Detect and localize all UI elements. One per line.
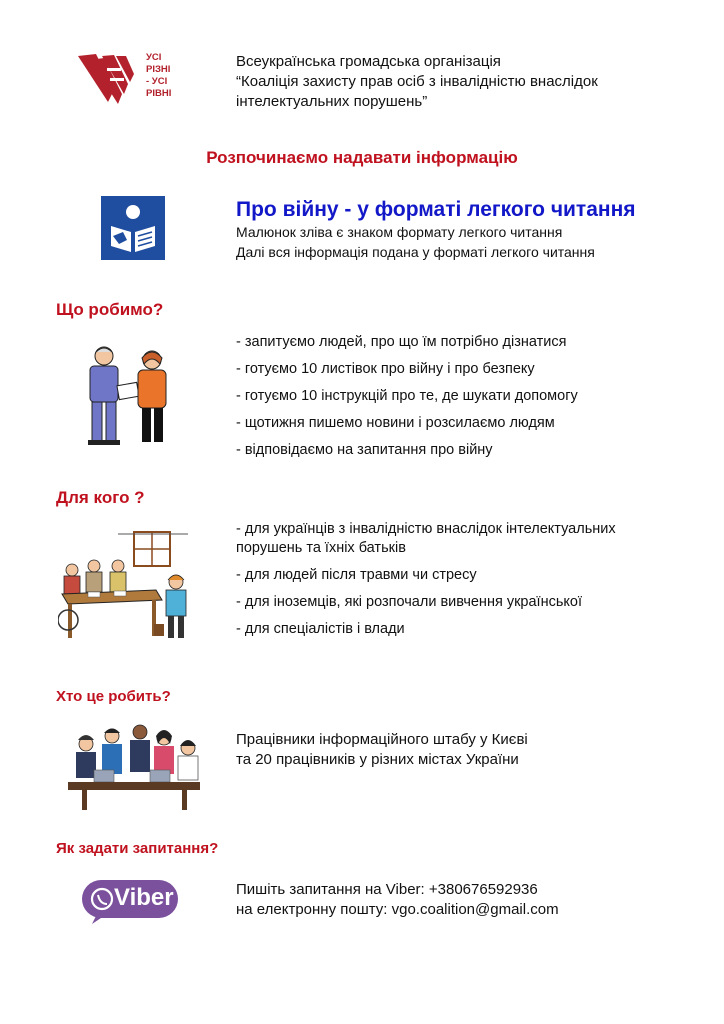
what-we-do-list [236,334,578,469]
for-whom-list [236,520,616,639]
two-people-illustration [78,344,182,448]
logo-line-2: РІЗНІ [146,64,171,75]
who-line-2: та 20 працівників у різних містах України [236,751,519,768]
list-item: - для людей після травми чи стресу [236,567,477,583]
logo-line-1: УСІ [146,52,162,63]
viber-logo-text: Viber [114,884,174,911]
office-team-illustration [64,720,204,812]
organization-logo [74,50,186,112]
organization-name [236,52,696,112]
logo-line-4: РІВНІ [146,88,172,99]
list-item: - для українців з інвалідністю внаслідок інтелектуальних [236,521,616,537]
contact-details [236,880,559,920]
page-headline: Розпочинаємо надавати інформацію [206,148,518,167]
easy-read-description [236,222,595,262]
contact-heading: Як задати запитання? [56,840,219,857]
list-item: - готуємо 10 інструкцій про те, де шукати допомогу [236,388,578,404]
who-description [236,730,528,770]
easy-read-line-1: Малюнок зліва є знаком формату легкого читання [236,224,563,240]
organization-line-1: Всеукраїнська громадська організація [236,53,501,70]
easy-read-icon [101,196,165,260]
list-item: - готуємо 10 листівок про війну і про безпеку [236,361,535,377]
list-item: порушень та їхніх батьків [236,540,406,556]
what-we-do-heading: Що робимо? [56,300,164,319]
list-item: - відповідаємо на запитання про війну [236,442,493,458]
viber-logo[interactable] [82,878,178,924]
easy-read-title: Про війну - у форматі легкого читання [236,198,636,221]
who-heading: Хто це робить? [56,688,171,705]
list-item: - запитуємо людей, про що їм потрібно дізнатися [236,334,567,350]
easy-read-line-2: Далі вся інформація подана у форматі легкого читання [236,244,595,260]
list-item: - для спеціалістів і влади [236,621,405,637]
organization-line-2: “Коаліція захисту прав осіб з інвалідністю внаслідок [236,73,598,90]
email-contact-line: на електронну пошту: vgo.coalition@gmail.com [236,901,559,918]
meeting-table-illustration [58,528,192,642]
organization-line-3: інтелектуальних порушень” [236,93,428,110]
for-whom-heading: Для кого ? [56,488,145,507]
viber-contact-line: Пишіть запитання на Viber: +380676592936 [236,881,538,898]
list-item: - для іноземців, які розпочали вивчення української [236,594,582,610]
logo-line-3: - УСІ [146,76,168,87]
who-line-1: Працівники інформаційного штабу у Києві [236,731,528,748]
list-item: - щотижня пишемо новини і розсилаємо людям [236,415,555,431]
